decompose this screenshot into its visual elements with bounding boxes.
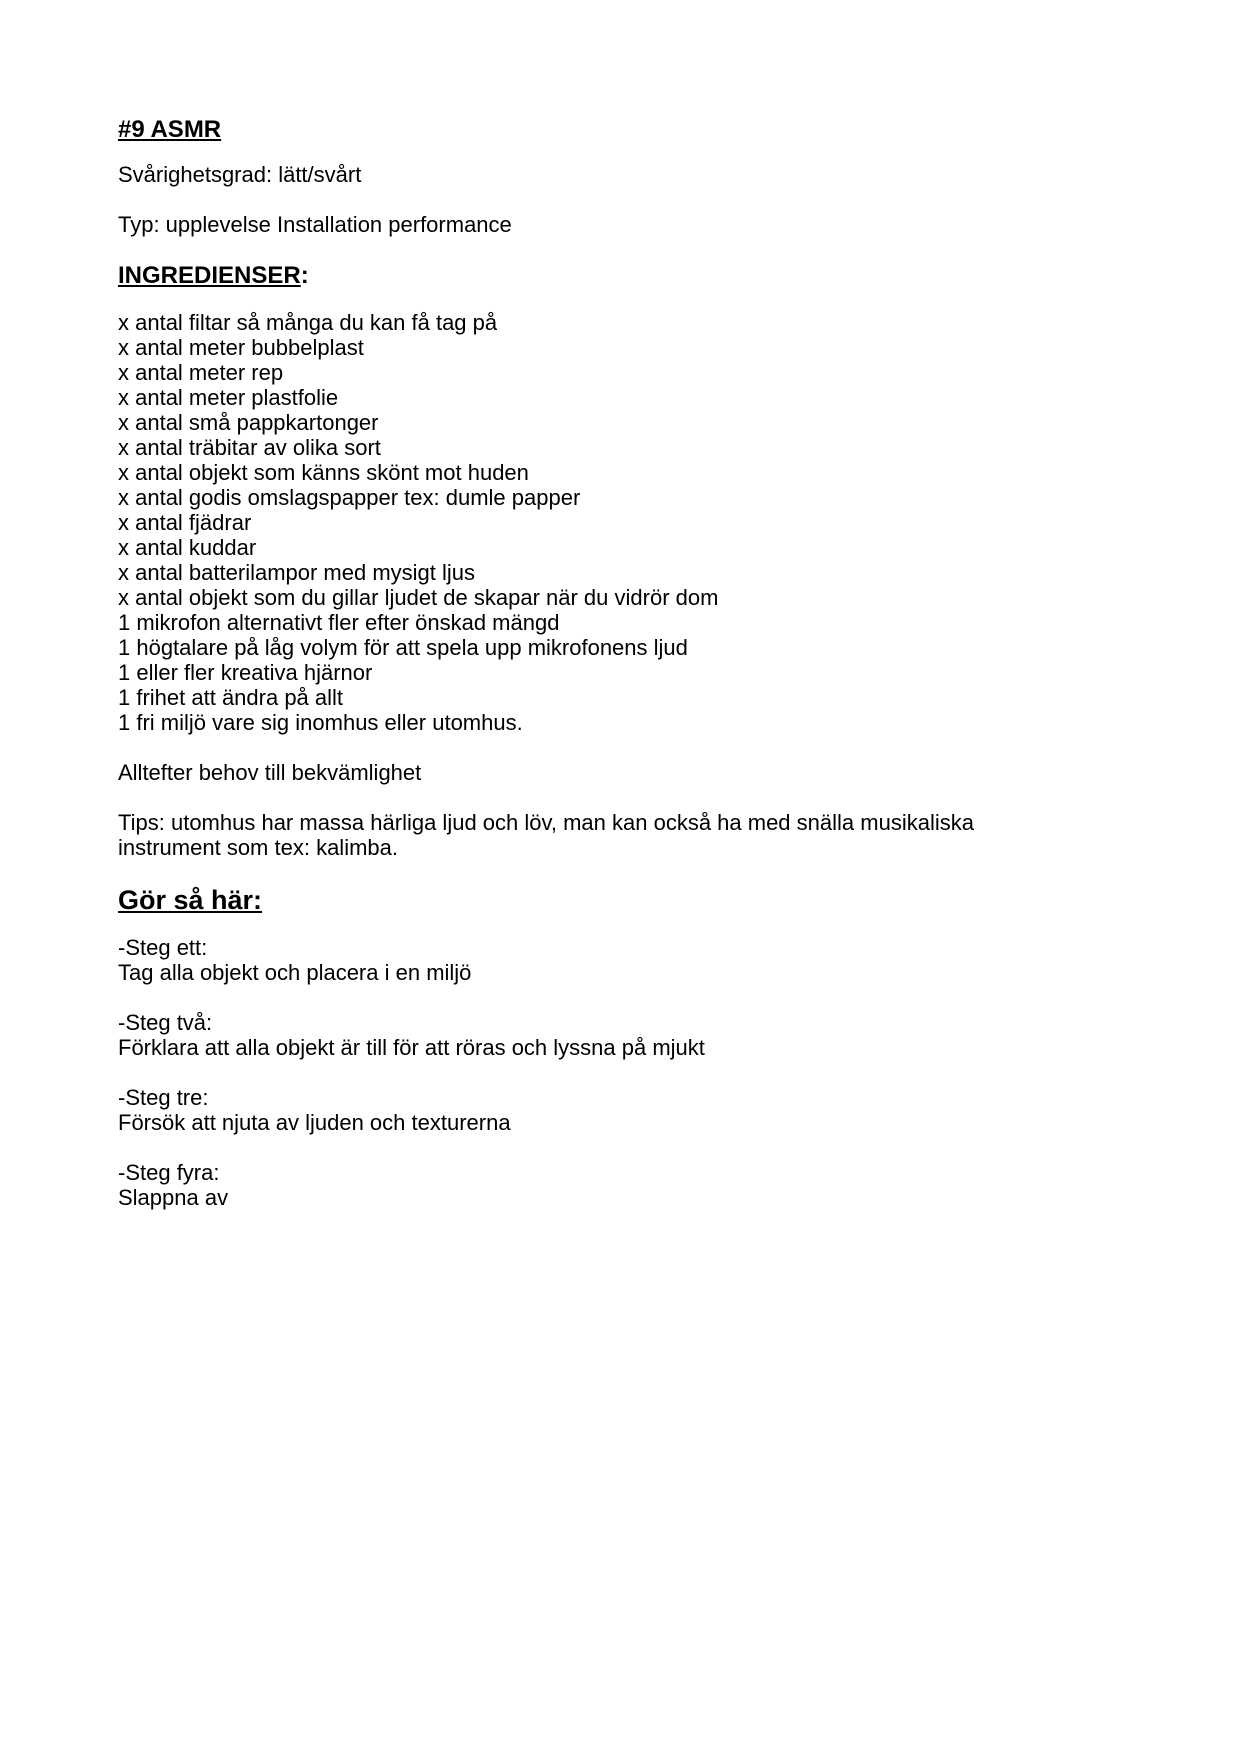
ingredient-item: x antal objekt som känns skönt mot huden (118, 460, 529, 485)
step-text: Tag alla objekt och placera i en miljö (118, 960, 472, 985)
ingredient-item: x antal kuddar (118, 535, 257, 560)
ingredients-list (118, 310, 1118, 735)
ingredient-item: 1 frihet att ändra på allt (118, 685, 344, 710)
document-page (118, 116, 1118, 1235)
ingredient-item: x antal godis omslagspapper tex: dumle papper (118, 485, 581, 510)
step-label: -Steg tre: (118, 1085, 209, 1110)
difficulty-line: Svårighetsgrad: lätt/svårt (118, 162, 362, 187)
ingredient-item: 1 eller fler kreativa hjärnor (118, 660, 373, 685)
tips-paragraph (118, 810, 1118, 860)
ingredient-item: x antal meter rep (118, 360, 284, 385)
ingredient-item: x antal batterilampor med mysigt ljus (118, 560, 476, 585)
tips-line: instrument som tex: kalimba. (118, 835, 398, 860)
ingredients-heading (118, 262, 1118, 290)
step-text: Slappna av (118, 1185, 229, 1210)
tips-line: Tips: utomhus har massa härliga ljud och löv, man kan också ha med snälla musikaliska (118, 810, 974, 835)
step-label: -Steg två: (118, 1010, 213, 1035)
ingredient-item: x antal träbitar av olika sort (118, 435, 381, 460)
ingredient-item: x antal fjädrar (118, 510, 252, 535)
document-title: #9 ASMR (118, 116, 222, 143)
ingredient-item: 1 mikrofon alternativt fler efter önskad mängd (118, 610, 560, 635)
step-one (118, 935, 1118, 985)
ingredient-item: 1 högtalare på låg volym för att spela upp mikrofonens ljud (118, 635, 688, 660)
step-three (118, 1085, 1118, 1135)
step-label: -Steg ett: (118, 935, 208, 960)
step-four (118, 1160, 1118, 1210)
step-text: Försök att njuta av ljuden och texturerna (118, 1110, 511, 1135)
steps-heading: Gör så här: (118, 885, 263, 915)
ingredient-item: x antal meter plastfolie (118, 385, 339, 410)
ingredient-item: 1 fri miljö vare sig inomhus eller utomhus. (118, 710, 523, 735)
step-label: -Steg fyra: (118, 1160, 220, 1185)
step-text: Förklara att alla objekt är till för att röras och lyssna på mjukt (118, 1035, 705, 1060)
ingredient-item: x antal meter bubbelplast (118, 335, 364, 360)
ingredient-item: x antal objekt som du gillar ljudet de skapar när du vidrör dom (118, 585, 719, 610)
ingredients-heading-text: INGREDIENSER (118, 262, 301, 289)
step-two (118, 1010, 1118, 1060)
ingredient-item: x antal små pappkartonger (118, 410, 379, 435)
ingredients-heading-colon: : (300, 262, 309, 289)
type-line: Typ: upplevelse Installation performance (118, 212, 512, 237)
comfort-note: Alltefter behov till bekvämlighet (118, 760, 422, 785)
ingredient-item: x antal filtar så många du kan få tag på (118, 310, 498, 335)
